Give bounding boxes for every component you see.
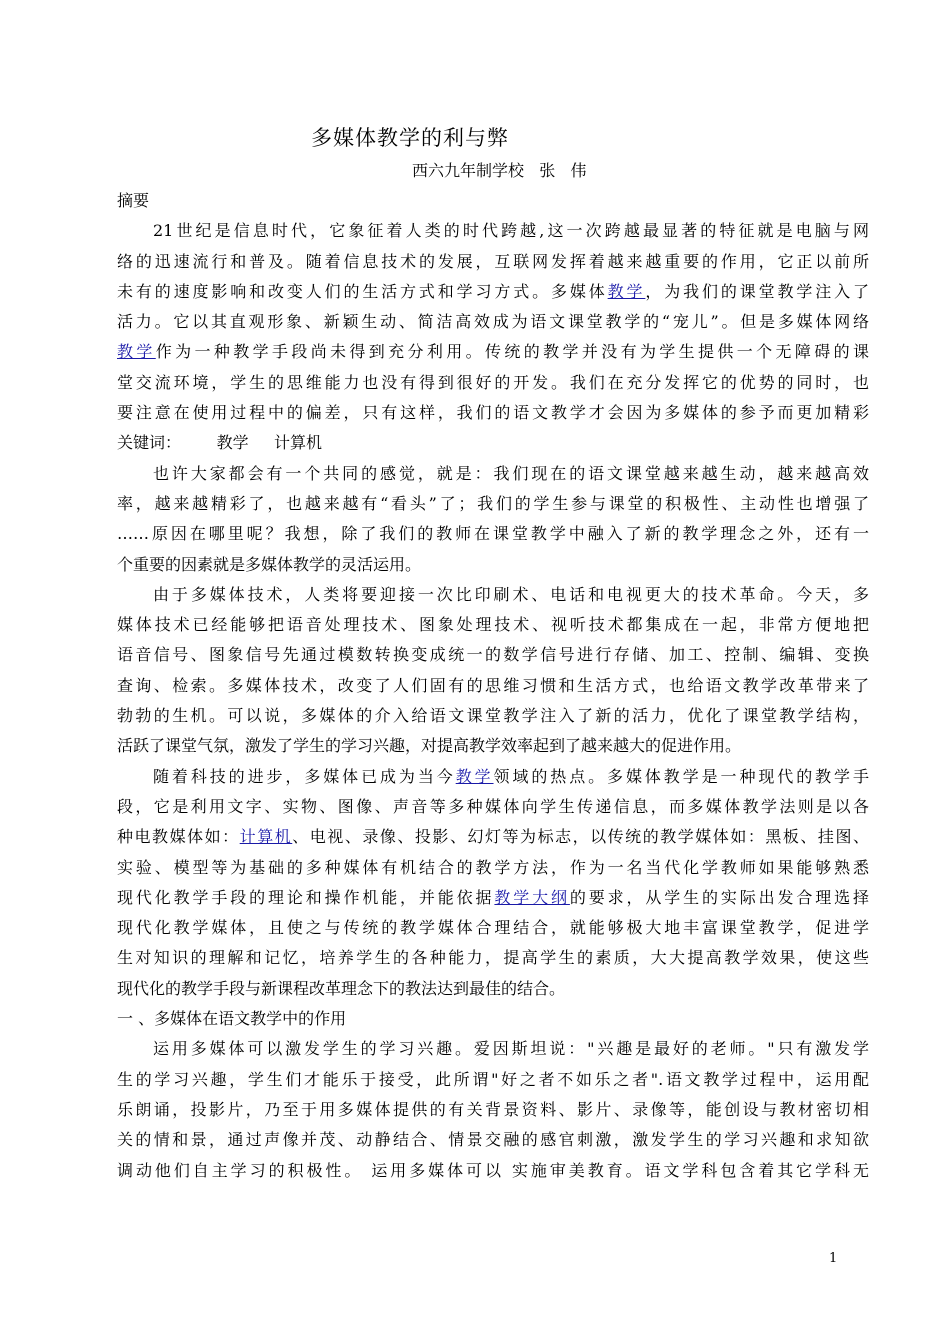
paragraph-line: 个重要的因素就是多媒体教学的灵活运用。	[117, 554, 422, 574]
abstract-line: 络的迅速流行和普及。随着信息技术的发展，互联网发挥着越来越重要的作用，它正以前所	[117, 251, 869, 271]
document-title: 多媒体教学的利与弊	[311, 126, 509, 150]
hyperlink[interactable]: 教学	[607, 281, 646, 301]
paragraph-line: 也许大家都会有一个共同的感觉，就是：我们现在的语文课堂越来越生动，越来越高效	[153, 463, 869, 483]
section-line: 调动他们自主学习的积极性。 运用多媒体可以 实施审美教育。语文学科包含着其它学科无	[117, 1160, 869, 1180]
paragraph-line: 随着科技的进步，多媒体已成为当今教学领域的热点。多媒体教学是一种现代的教学手	[153, 766, 869, 786]
paragraph-line: 生对知识的理解和记忆，培养学生的各种能力，提高学生的素质，大大提高教学效果，使这些	[117, 948, 869, 968]
abstract-line: 21世纪是信息时代，它象征着人类的时代跨越,这一次跨越最显著的特征就是电脑与网	[153, 221, 869, 241]
paragraph-line: 查询、检索。多媒体技术，改变了人们固有的思维习惯和生活方式，也给语文教学改革带来了	[117, 675, 869, 695]
section-line: 关的情和景，通过声像并茂、动静结合、情景交融的感官刺激，激发学生的学习兴趣和求知欲	[117, 1130, 869, 1150]
paragraph-line: 活跃了课堂气氛，激发了学生的学习兴趣，对提高教学效率起到了越来越大的促进作用。	[117, 736, 742, 756]
paragraph-3	[117, 762, 869, 1004]
paragraph-line: 现代化教学媒体，且使之与传统的教学媒体合理结合，就能够极大地丰富课堂教学，促进学	[117, 918, 869, 938]
paragraph-line: 实验、模型等为基础的多种媒体有机结合的教学方法，作为一名当代化学教师如果能够熟悉	[117, 857, 869, 877]
hyperlink[interactable]: 教学	[455, 766, 494, 786]
hyperlink[interactable]: 计算机	[239, 827, 293, 847]
abstract-line: 堂交流环境，学生的思维能力也没有得到很好的开发。我们在充分发挥它的优势的同时，也	[117, 372, 869, 392]
section-heading: 一 、多媒体在语文教学中的作用	[117, 1009, 347, 1029]
section-line: 运用多媒体可以激发学生的学习兴趣。爱因斯坦说："兴趣是最好的老师。"只有激发学	[153, 1039, 869, 1059]
document-body	[117, 186, 869, 1186]
page-number: 1	[829, 1251, 838, 1266]
paragraph-line: 率，越来越精彩了，也越来越有“看头”了；我们的学生参与课堂的积极性、主动性也增强了	[117, 493, 869, 513]
abstract-heading: 摘要	[117, 191, 150, 210]
paragraph-line: 段，它是利用文字、实物、图像、声音等多种媒体向学生传递信息，而多媒体教学法则是以各	[117, 796, 869, 816]
paragraph-line: ……原因在哪里呢？我想，除了我们的教师在课堂教学中融入了新的教学理念之外，还有一	[117, 524, 869, 544]
section-1-text	[117, 1034, 869, 1185]
section-line: 生的学习兴趣，学生们才能乐于接受，此所谓"好之者不如乐之者".语文教学过程中，运用配	[117, 1069, 869, 1089]
paragraph-line: 语音信号、图象信号先通过模数转换变成统一的数学信号进行存储、加工、控制、编辑、变换	[117, 645, 869, 665]
abstract-line: 未有的速度影响和改变人们的生活方式和学习方式。多媒体教学，为我们的课堂教学注入了	[117, 281, 869, 301]
hyperlink[interactable]: 教学	[117, 342, 156, 362]
paragraph-1	[117, 459, 869, 580]
paragraph-line: 现代化教学手段的理论和操作机能，并能依据教学大纲的要求，从学生的实际出发合理选择	[117, 887, 869, 907]
paragraph-line: 媒体技术已经能够把语音处理技术、图象处理技术、视听技术都集成在一起，非常方便地把	[117, 615, 869, 635]
abstract-line: 教学作为一种教学手段尚未得到充分利用。传统的教学并没有为学生提供一个无障碍的课	[117, 342, 869, 362]
hyperlink[interactable]: 教学大纲	[494, 887, 570, 907]
abstract-line: 要注意在使用过程中的偏差，只有这样，我们的语文教学才会因为多媒体的参予而更加精彩	[117, 403, 869, 423]
document-author: 西六九年制学校 张 伟	[412, 161, 587, 180]
paragraph-line: 勃勃的生机。可以说，多媒体的介入给语文课堂教学注入了新的活力，优化了课堂教学结构，	[117, 706, 869, 726]
abstract-text	[117, 216, 869, 428]
keywords-line: 关键词： 教学 计算机	[117, 433, 323, 453]
abstract-line: 活力。它以其直观形象、新颖生动、简洁高效成为语文课堂教学的“宠儿”。但是多媒体网络	[117, 312, 869, 332]
paragraph-line: 由于多媒体技术，人类将要迎接一次比印刷术、电话和电视更大的技术革命。今天，多	[153, 584, 869, 604]
paragraph-line: 种电教媒体如：计算机、电视、录像、投影、幻灯等为标志，以传统的教学媒体如：黑板、挂图、	[117, 827, 869, 847]
paragraph-line: 现代化的教学手段与新课程改革理念下的教法达到最佳的结合。	[117, 978, 566, 998]
paragraph-2	[117, 580, 869, 762]
section-line: 乐朗诵，投影片，乃至于用多媒体提供的有关背景资料、影片、录像等，能创设与教材密切相	[117, 1099, 869, 1119]
